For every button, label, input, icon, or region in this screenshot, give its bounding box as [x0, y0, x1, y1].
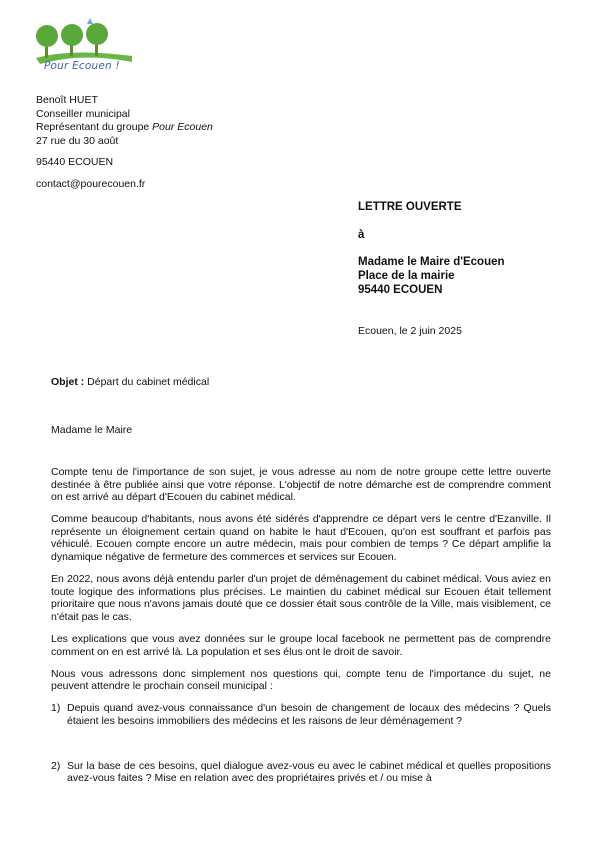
question-text: Sur la base de ces besoins, quel dialogue avez-vous eu avec le cabinet médical et quelles propositions avez-vous faites ? Mise en relation avec des propriétaires privés et / ou mise à: [67, 759, 551, 785]
question-text: Depuis quand avez-vous connaissance d'un besoin de changement de locaux des médecins ? Quels étaient les besoins immobiliers des médecins et les raisons de leur déménagement ?: [67, 702, 551, 727]
sender-group-name: Pour Ecouen: [152, 121, 213, 133]
question-item: [51, 760, 551, 785]
letter-body: [51, 466, 551, 785]
paragraph: Comme beaucoup d'habitants, nous avons été sidérés d'apprendre ce départ vers le centre d'Ezanville. Il représente un éloignement certain quand on habite le haut d'Ecouen, qu'on est souffrant et parfois pas véhiculé. Ecouen compte encore un autre médecin, mais pour combien de temps ? Ce départ amplifie la dynamique négative de fermeture des commerces et services sur Ecouen.: [51, 513, 551, 564]
recipient-name: Madame le Maire d'Ecouen: [358, 256, 505, 268]
paragraph: Compte tenu de l'importance de son sujet, je vous adresse au nom de notre groupe cette lettre ouverte destinée à être publiée ainsi que votre réponse. L'objectif de notre démarche est de comprendre comment on est arrivé au départ d'Ecouen du cabinet médical.: [51, 466, 551, 504]
salutation: Madame le Maire: [51, 424, 133, 436]
sender-name: Benoît HUET: [36, 94, 98, 106]
recipient-city: 95440 ECOUEN: [358, 284, 443, 296]
sender-group: [36, 121, 213, 135]
sender-group-prefix: Représentant du groupe: [36, 121, 153, 133]
subject-text: Départ du cabinet médical: [84, 376, 210, 388]
subject-line: [51, 376, 209, 388]
sender-email[interactable]: contact@pourecouen.fr: [36, 177, 146, 190]
paragraph: En 2022, nous avons déjà entendu parler d'un projet de déménagement du cabinet médical. Vous aviez en toute logique des informations plus précises. Le maintien du cabinet médical sur Ecouen était tellement prioritaire que nous n'avons jamais douté que ce dossier était sous contrôle de la Ville, mais visiblement, ce n'était pas le cas.: [51, 573, 551, 623]
paragraph: Nous vous adressons donc simplement nos questions qui, compte tenu de l'importance du sujet, ne peuvent attendre le prochain conseil municipal :: [51, 667, 551, 693]
logo-text: Pour Ecouen !: [44, 60, 120, 72]
question-number: 2): [51, 759, 61, 772]
questions-list: [51, 702, 551, 784]
paragraph: Les explications que vous avez données sur le groupe local facebook ne permettent pas de comprendre comment on en est arrivé là. La population et ses élus ont le droit de savoir.: [51, 633, 551, 658]
recipient-place: Place de la mairie: [358, 270, 455, 282]
question-item: [51, 702, 551, 727]
sender-address: [36, 94, 213, 191]
letter-heading: LETTRE OUVERTE: [358, 201, 462, 213]
place-date: Ecouen, le 2 juin 2025: [358, 325, 462, 337]
sender-city: 95440 ECOUEN: [36, 156, 114, 168]
sender-role: Conseiller municipal: [36, 107, 130, 120]
recipient-to: à: [358, 229, 365, 241]
recipient-block: [358, 200, 505, 297]
question-number: 1): [51, 702, 61, 715]
subject-label: Objet :: [51, 376, 85, 388]
sender-street: 27 rue du 30 août: [36, 134, 119, 147]
